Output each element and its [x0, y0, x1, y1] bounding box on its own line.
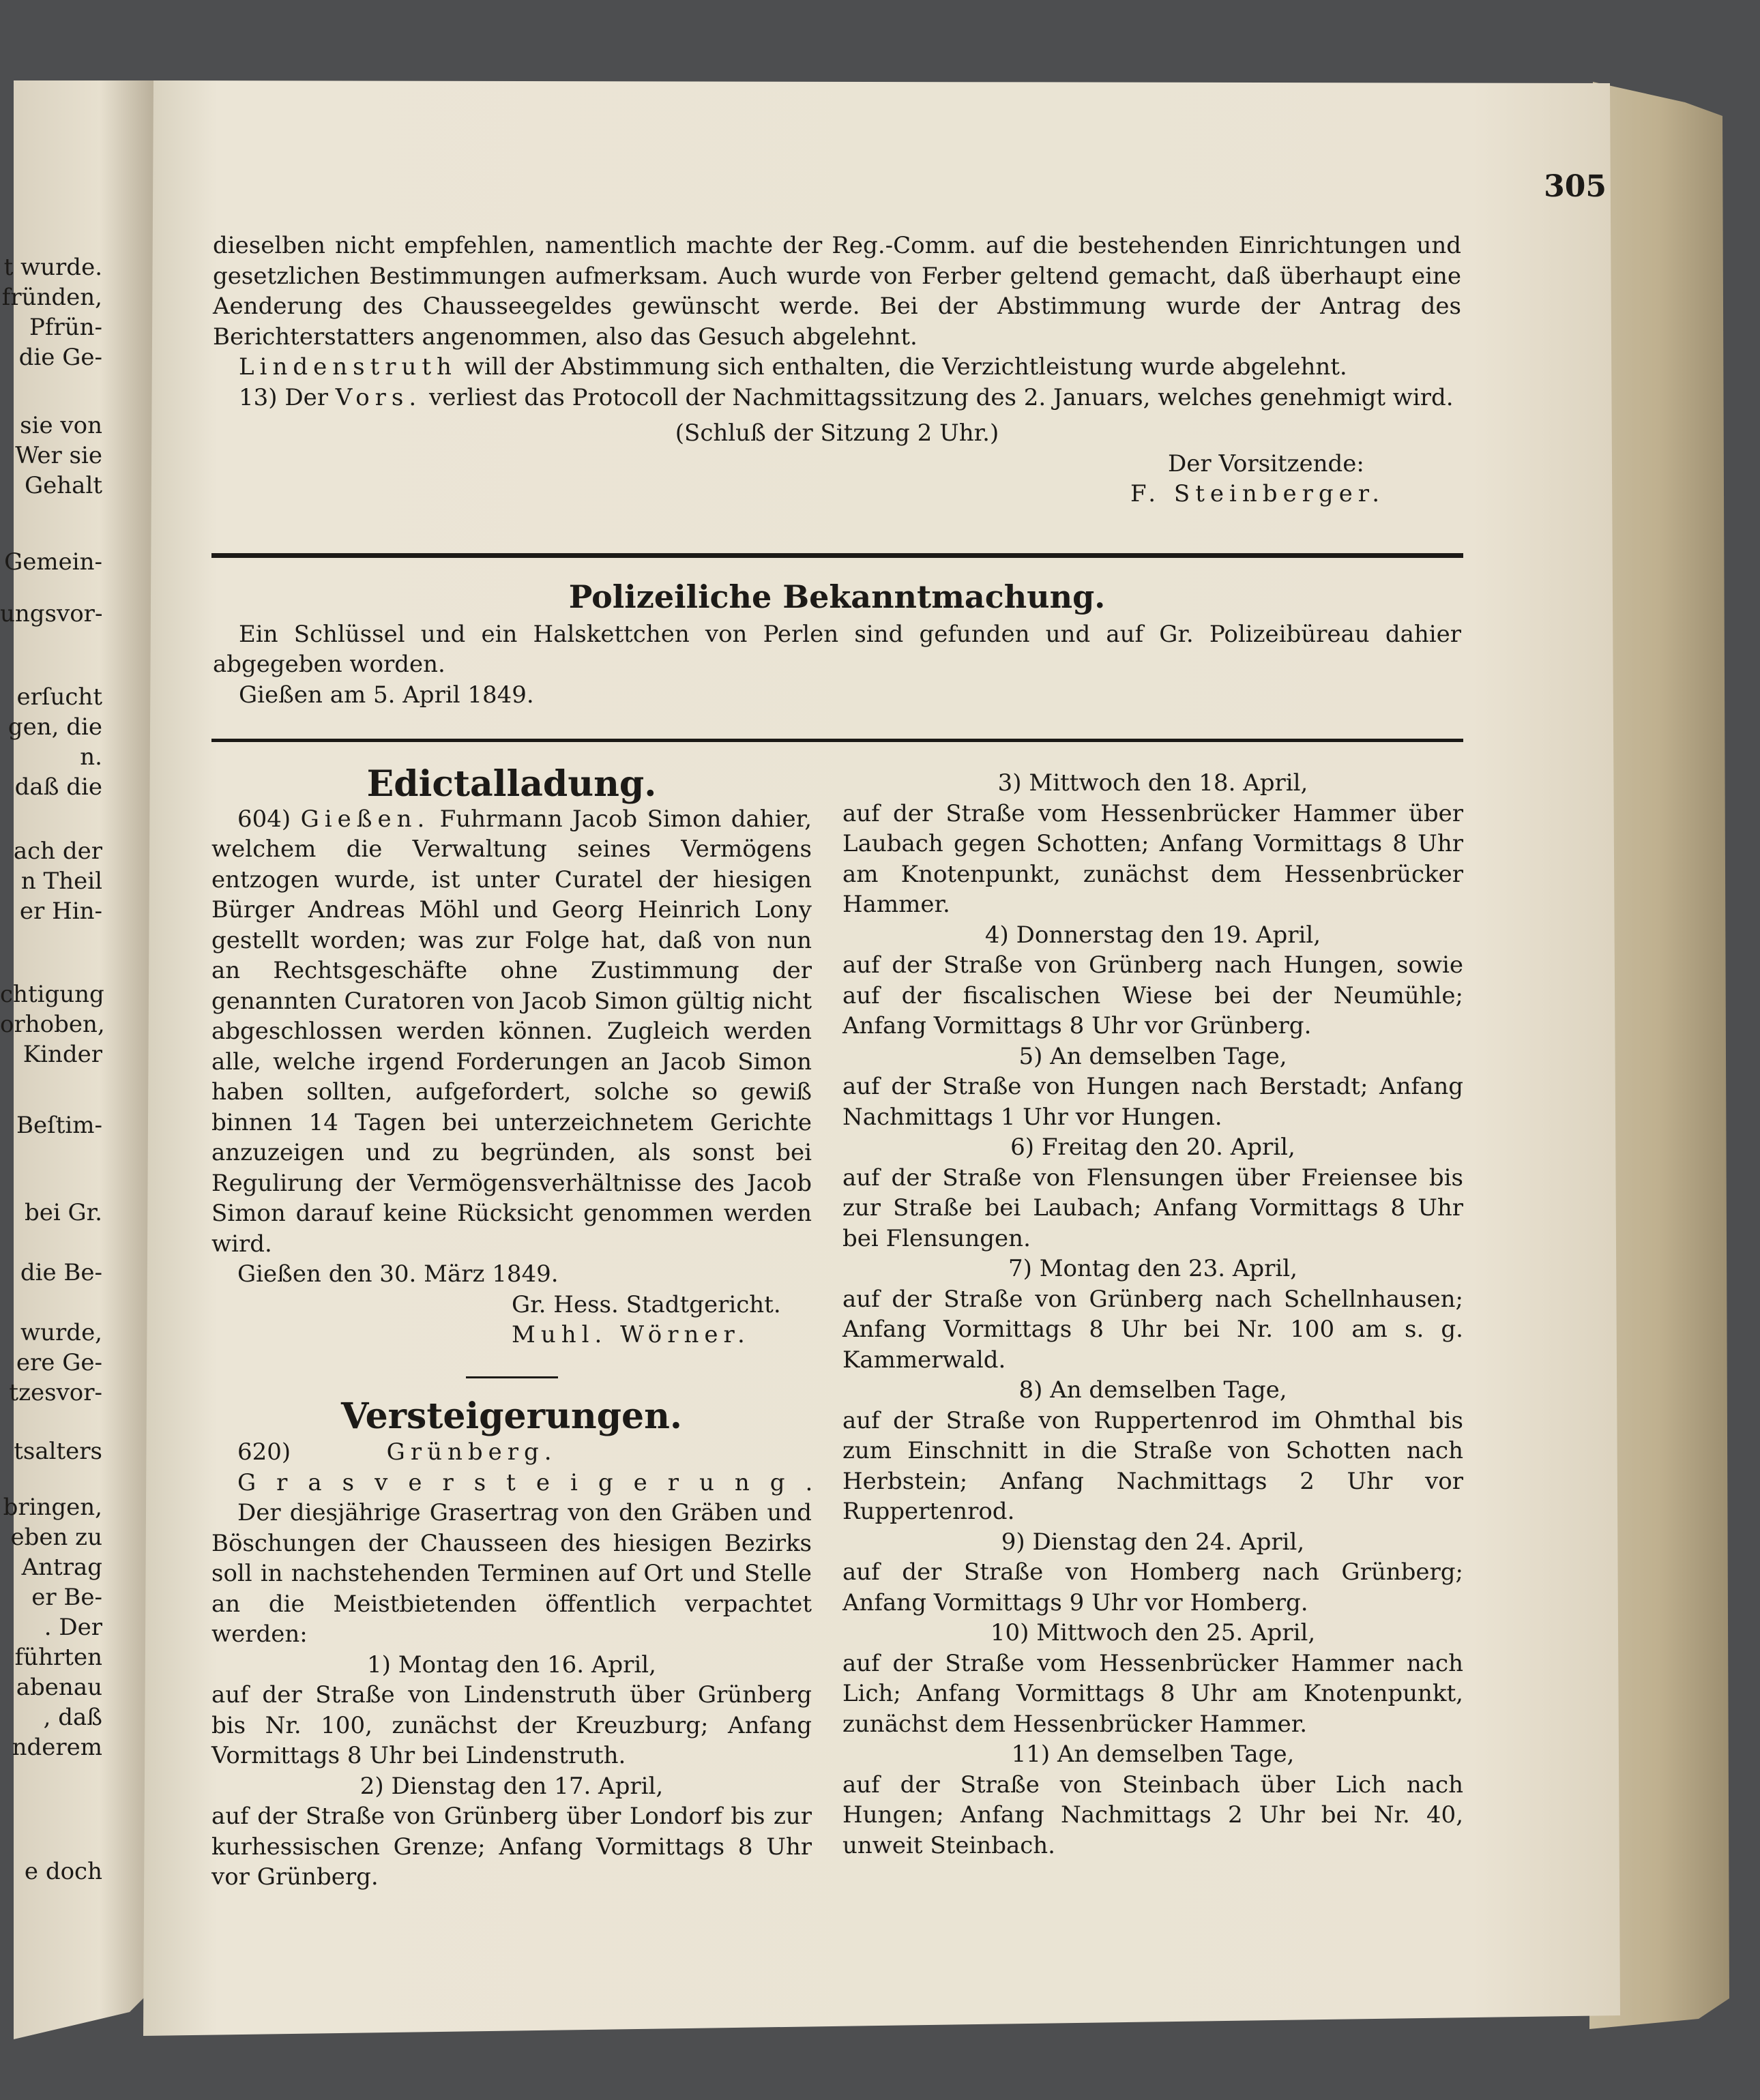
page-number: 305 — [1544, 169, 1607, 204]
auction-item-head: 8) An demselben Tage, — [1018, 1376, 1287, 1404]
left-page-line: tsalters — [14, 1438, 102, 1465]
left-page-line: eben zu — [10, 1524, 102, 1551]
left-page-line: erſucht — [16, 683, 102, 711]
notice-number: 604) — [237, 805, 291, 833]
auction-item-head: 2) Dienstag den 17. April, — [360, 1772, 664, 1800]
auction-item-body: auf der Straße vom Hessenbrücker Hammer nach Lich; Anfang Vormittags 8 Uhr am Knotenpunkt, zunächst dem Hessenbrücker Hammer. — [842, 1649, 1463, 1738]
member-name: Lindenstruth — [239, 353, 457, 381]
notice-place: Gießen. — [300, 805, 430, 833]
section-divider — [211, 739, 1463, 742]
auction-item-head: 11) An demselben Tage, — [1011, 1741, 1295, 1768]
chair-label: Der Vorsitzende: — [1168, 449, 1364, 477]
auction-item-body: auf der Straße von Hungen nach Berstadt; Anfang Nachmittags 1 Uhr vor Hungen. — [842, 1073, 1463, 1131]
edict-text: Fuhrmann Jacob Simon dahier, welchem die Verwaltung seines Vermögens entzogen wurde, ist unter Curatel der hiesigen Bürger Andreas Möhl und Georg Heinrich Lony gestellt worden; was zur Folge hat, daß von nun an Rechtsgeschäfte ohne Zustimmung der genannten Curatoren von Jacob Simon gültig nicht abgeschlossen werden können. Zugleich werden alle, welche irgend Forderungen an Jacob Simon haben sollten, aufgefordert, solche so gewiß binnen 14 Tagen bei unterzeichnetem Gerichte anzuzeigen und zu begründen, als sonst bei Regulirung der Vermögensverhältnisse des Jacob Simon darauf keine Rücksicht genommen werden wird. — [211, 805, 812, 1258]
left-page-line: Gemein- — [4, 548, 102, 576]
left-page-line: . Der — [44, 1614, 102, 1641]
auction-title: Grasversteigerung. — [237, 1468, 834, 1496]
left-page-line: Wer sie — [15, 442, 102, 469]
left-page-line: t wurde. — [3, 254, 102, 281]
auction-header — [211, 1437, 812, 1468]
auction-heading: Versteigerungen. — [341, 1395, 682, 1437]
edict-signers: Muhl. Wörner. — [512, 1321, 750, 1348]
left-page-line: wurde, — [20, 1319, 102, 1346]
auction-item-head: 6) Freitag den 20. April, — [1010, 1134, 1295, 1161]
left-page-line: sie von — [20, 412, 102, 439]
left-page-line: er Hin- — [19, 898, 102, 925]
left-page-line: gen, die — [8, 713, 102, 741]
document-page — [157, 87, 1624, 2031]
police-heading: Polizeiliche Bekanntmachung. — [568, 578, 1106, 615]
left-page-line: ungsvor- — [0, 600, 103, 627]
right-column — [842, 768, 1463, 1861]
minutes-text: verliest das Protocoll der Nachmittagssitzung des 2. Januars, welches genehmigt wird. — [422, 383, 1454, 411]
auction-item-body: auf der Straße von Grünberg nach Schellnhausen; Anfang Vormittags 8 Uhr bei Nr. 100 am s. g. Kammerwald. — [842, 1285, 1463, 1374]
left-page-line: Kinder — [23, 1041, 102, 1068]
left-page-line: ere Ge- — [16, 1349, 102, 1376]
edict-date: Gießen den 30. März 1849. — [237, 1260, 559, 1288]
auction-item-head: 5) An demselben Tage, — [1018, 1042, 1287, 1070]
minutes-paragraph: dieselben nicht empfehlen, namentlich machte der Reg.-Comm. auf die bestehenden Einrichtungen und gesetzlichen Bestimmungen aufmerksam. Auch wurde von Ferber geltend gemacht, daß überhaupt eine Aenderung des Chausseegeldes gewünscht werde. Bei der Abstimmung wurde der Antrag des Berichterstatters angenommen, also das Gesuch abgelehnt. — [213, 232, 1461, 351]
left-page-line: Pfrün- — [29, 314, 102, 341]
left-page-line: e doch — [24, 1858, 102, 1885]
session-minutes-end — [213, 231, 1461, 509]
left-page-line: orhoben, — [0, 1011, 105, 1038]
item-number: 13) Der — [239, 383, 336, 411]
left-page-line: ach der — [13, 838, 102, 865]
left-page-line: fründen, — [1, 284, 102, 311]
auction-item-body: auf der Straße von Flensungen über Freiensee bis zur Straße bei Laubach; Anfang Vormittags 8 Uhr bei Flensungen. — [842, 1164, 1463, 1252]
left-page-line: Beſtim- — [16, 1112, 102, 1139]
left-column — [211, 763, 834, 1893]
section-divider — [211, 553, 1463, 558]
left-page-line: abenau — [16, 1674, 102, 1701]
left-page-line: die Ge- — [18, 344, 102, 371]
auction-intro: Der diesjährige Grasertrag von den Gräben und Böschungen der Chausseen des hiesigen Bezirks soll in nachstehenden Terminen auf Ort und Stelle an die Meistbietenden öffentlich verpachtet werden: — [211, 1499, 812, 1648]
edict-court: Gr. Hess. Stadtgericht. — [512, 1290, 781, 1318]
left-page-line: nderem — [12, 1734, 102, 1761]
edict-heading: Edictalladung. — [366, 763, 657, 805]
left-page-line: bei Gr. — [24, 1199, 102, 1226]
police-date: Gießen am 5. April 1849. — [239, 681, 534, 709]
left-page-line: Antrag — [21, 1554, 102, 1581]
auction-item-head: 1) Montag den 16. April, — [367, 1651, 656, 1678]
auction-item-body: auf der Straße von Grünberg über Londorf bis zur kurhessischen Grenze; Anfang Vormittags 8 Uhr vor Grünberg. — [211, 1803, 812, 1891]
left-page-fragment — [0, 252, 105, 1887]
police-notice — [213, 578, 1461, 710]
left-page-line: führten — [14, 1644, 102, 1671]
notice-number: 620) — [237, 1438, 291, 1466]
left-page-line: , daß — [43, 1704, 102, 1731]
minutes-text: will der Abstimmung sich enthalten, die Verzichtleistung wurde abgelehnt. — [456, 353, 1347, 381]
auction-item-head: 10) Mittwoch den 25. April, — [990, 1619, 1316, 1646]
minutes-paragraph — [213, 352, 1461, 383]
chair-abbrev: Vors. — [335, 383, 422, 411]
notice-place: Grünberg. — [386, 1438, 557, 1466]
left-page-line: chtigung — [0, 981, 104, 1008]
auction-item-body: auf der Straße von Lindenstruth über Grünberg bis Nr. 100, zunächst der Kreuzburg; Anfang Vormittags 8 Uhr bei Lindenstruth. — [211, 1681, 812, 1769]
left-page-line: Gehalt — [25, 472, 102, 499]
left-page-line: die Be- — [20, 1259, 102, 1286]
police-text: Ein Schlüssel und ein Halskettchen von Perlen sind gefunden und auf Gr. Polizeibüreau dahier abgegeben worden. — [213, 620, 1461, 678]
left-page-line: er Be- — [31, 1584, 102, 1611]
left-page-line: daß die — [14, 773, 102, 801]
auction-item-body: auf der Straße vom Hessenbrücker Hammer über Laubach gegen Schotten; Anfang Vormittags 8 Uhr am Knotenpunkt, zunächst dem Hessenbrücker Hammer. — [842, 799, 1463, 918]
auction-item-body: auf der Straße von Ruppertenrod im Ohmthal bis zum Einschnitt in die Straße von Schotten nach Herbstein; Anfang Nachmittags 2 Uhr vor Ruppertenrod. — [842, 1406, 1463, 1525]
auction-item-head: 7) Montag den 23. April, — [1008, 1255, 1297, 1282]
auction-item-body: auf der Straße von Homberg nach Grünberg; Anfang Vormittags 9 Uhr vor Homberg. — [842, 1558, 1463, 1616]
left-page-line: tzesvor- — [9, 1379, 102, 1406]
auction-item-head: 4) Donnerstag den 19. April, — [984, 921, 1321, 949]
auction-item-head: 3) Mittwoch den 18. April, — [997, 769, 1308, 797]
auction-item-body: auf der Straße von Steinbach über Lich nach Hungen; Anfang Nachmittags 2 Uhr bei Nr. 40, unweit Steinbach. — [842, 1771, 1463, 1859]
left-page-line: bringen, — [3, 1494, 102, 1521]
left-page-line: n. — [80, 743, 102, 771]
minutes-paragraph — [213, 383, 1461, 413]
session-closing: (Schluß der Sitzung 2 Uhr.) — [675, 419, 999, 447]
chair-signature: F. Steinberger. — [1130, 480, 1385, 507]
auction-item-head: 9) Dienstag den 24. April, — [1001, 1528, 1305, 1556]
auction-item-body: auf der Straße von Grünberg nach Hungen, sowie auf der fiscalischen Wiese bei der Neumühle; Anfang Vormittags 8 Uhr vor Grünberg. — [842, 951, 1463, 1039]
short-divider — [466, 1376, 558, 1378]
edict-body — [211, 804, 812, 1260]
left-page-line: n Theil — [20, 868, 102, 895]
